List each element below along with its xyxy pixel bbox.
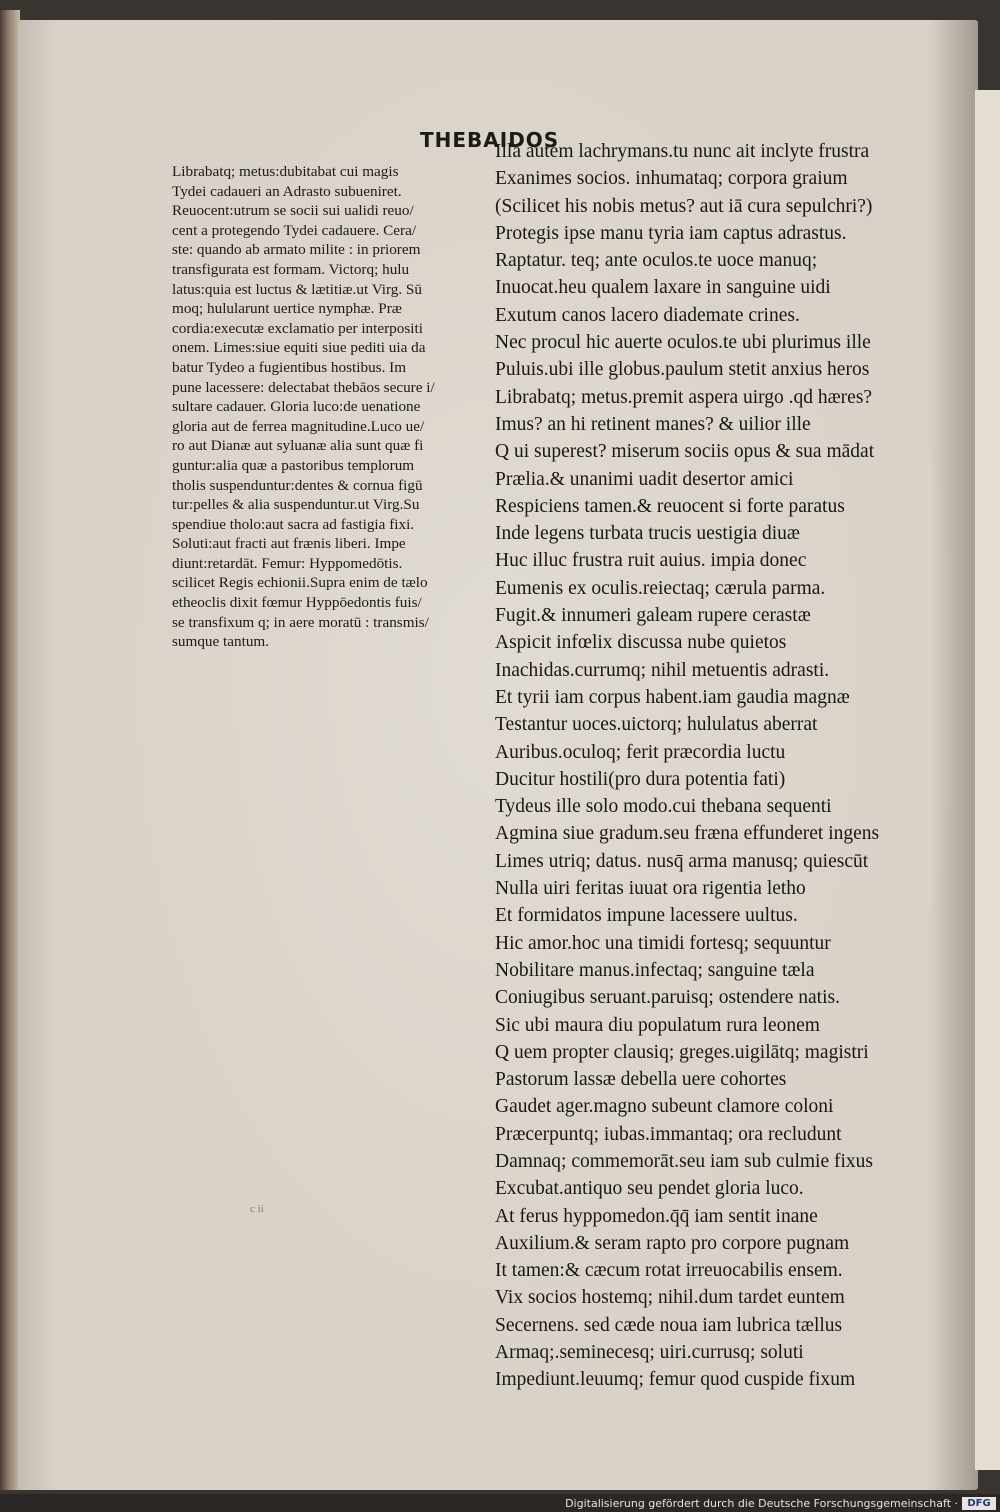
poem-line: Armaq;.seminecesq; uiri.currusq; soluti — [495, 1342, 804, 1364]
commentary-line: Soluti:aut fracti aut frænis liberi. Impe — [172, 535, 406, 553]
book-edge — [0, 10, 20, 1490]
poem-line: Damnaq; commemorāt.seu iam sub culmie fixus — [495, 1150, 873, 1172]
poem-line: Exutum canos lacero diademate crines. — [495, 304, 800, 326]
poem-line: Nec procul hic auerte oculos.te ubi plurimus ille — [495, 332, 871, 354]
commentary-line: latus:quia est luctus & lætitiæ.ut Virg. Sū — [172, 280, 422, 298]
poem-line: Inachidas.currumq; nihil metuentis adrasti. — [495, 659, 830, 681]
commentary-line: sumque tantum. — [172, 633, 270, 651]
commentary-line: etheoclis dixit fœmur Hyppōedontis fuis/ — [172, 594, 422, 612]
commentary-line: guntur:alia quæ a pastoribus templorum — [172, 456, 415, 474]
poem-line: Auribus.oculoq; ferit præcordia luctu — [495, 741, 786, 763]
poem-line: Pastorum lassæ debella uere cohortes — [495, 1069, 787, 1091]
poem-line: Impediunt.leuumq; femur quod cuspide fixum — [495, 1369, 856, 1391]
poem-line: Nobilitare manus.infectaq; sanguine tæla — [495, 959, 815, 981]
poem-line: Ducitur hostili(pro dura potentia fati) — [495, 768, 786, 790]
poem-line: Exanimes socios. inhumataq; corpora graium — [495, 168, 848, 190]
poem-line: Vix socios hostemq; nihil.dum tardet euntem — [495, 1287, 845, 1309]
poem-line: Q uem propter clausiq; greges.uigilātq; magistri — [495, 1041, 869, 1063]
poem-line: Testantur uoces.uictorq; hululatus aberrat — [495, 714, 818, 736]
commentary-line: moq; hulularunt uertice nymphæ. Præ — [172, 300, 402, 318]
commentary-line: cent a protegendo Tydei cadauere. Cera/ — [172, 221, 417, 239]
poem-line: Respiciens tamen.& reuocent si forte paratus — [495, 495, 845, 517]
poem-line: Tydeus ille solo modo.cui thebana sequenti — [495, 796, 832, 818]
poem-line: Fugit.& innumeri galeam rupere cerastæ — [495, 605, 811, 627]
commentary-line: Librabatq; metus:dubitabat cui magis — [172, 163, 399, 180]
commentary-line: onem. Limes:siue equiti siue pediti uia da — [172, 339, 426, 357]
commentary-line: gloria aut de ferrea magnitudine.Luco ue/ — [172, 417, 425, 435]
poem-line: Secernens. sed cæde noua iam lubrica tællus — [495, 1314, 843, 1336]
commentary-line: diunt:retardāt. Femur: Hyppomedōtis. — [172, 554, 403, 572]
poem-line: Puluis.ubi ille globus.paulum stetit anxius heros — [495, 359, 870, 381]
commentary-line: tur:pelles & alia suspenduntur.ut Virg.Su — [172, 496, 420, 514]
poem-line: Huc illuc frustra ruit auius. impia donec — [495, 550, 807, 572]
poem-line: Excubat.antiquo seu pendet gloria luco. — [495, 1178, 804, 1200]
poem-line: Agmina siue gradum.seu fræna effunderet ingens — [495, 823, 880, 845]
commentary-line: scilicet Regis echionii.Supra enim de tælo — [172, 574, 428, 592]
commentary-line: sultare cadauer. Gloria luco:de uenatione — [172, 398, 421, 416]
commentary-line: transfigurata est formam. Victorq; hulu — [172, 260, 410, 278]
poem-line: It tamen:& cæcum rotat irreuocabilis ensem. — [495, 1260, 843, 1282]
poem-line: (Scilicet his nobis metus? aut iā cura sepulchri?) — [495, 195, 873, 217]
poem-line: Nulla uiri feritas iuuat ora rigentia letho — [495, 878, 806, 900]
commentary-line: cordia:executæ exclamatio per interpositi — [172, 319, 423, 337]
poem-line: Librabatq; metus.premit aspera uirgo .qd hæres? — [495, 386, 873, 408]
poem-line: Illa autem lachrymans.tu nunc ait inclyte frustra — [495, 141, 870, 162]
poem-line: Inuocat.heu qualem laxare in sanguine uidi — [495, 277, 831, 299]
poem-line: Imus? an hi retinent manes? & uilior ille — [495, 413, 811, 435]
poem-line: Et tyrii iam corpus habent.iam gaudia magnæ — [495, 686, 850, 708]
poem-column — [495, 138, 945, 1394]
commentary-line: ste: quando ab armato milite : in priorem — [172, 241, 421, 259]
poem-line: Aspicit infœlix discussa nube quietos — [495, 632, 787, 654]
poem-line: Raptatur. teq; ante oculos.te uoce manuq; — [495, 250, 818, 272]
digitization-credit: Digitalisierung gefördert durch die Deutsche Forschungsgemeinschaft · — [565, 1497, 958, 1510]
commentary-line: spendiue tholo:aut sacra ad fastigia fixi. — [172, 515, 415, 533]
poem-line: Præcerpuntq; iubas.immantaq; ora recludunt — [495, 1123, 842, 1145]
poem-line: At ferus hyppomedon.q̄q̄ iam sentit inane — [495, 1205, 818, 1227]
commentary-column — [172, 162, 490, 652]
commentary-line: Tydei cadaueri an Adrasto subueniret. — [172, 182, 402, 200]
running-header: THEBAIDOS — [420, 128, 560, 152]
commentary-line: ro aut Dianæ aut syluanæ alia sunt quæ fi — [172, 437, 424, 455]
poem-line: Sic ubi maura diu populatum rura leonem — [495, 1014, 820, 1036]
poem-line: Auxilium.& seram rapto pro corpore pugnam — [495, 1232, 850, 1254]
poem-line: Limes utriq; datus. nusq̄ arma manusq; quiescūt — [495, 850, 869, 872]
commentary-line: tholis suspenduntur:dentes & cornua figū — [172, 476, 423, 494]
facing-page-edge — [975, 90, 1000, 1470]
dfg-logo: DFG — [962, 1497, 996, 1510]
poem-line: Coniugibus seruant.paruisq; ostendere natis. — [495, 987, 840, 1009]
poem-line: Q ui superest? miserum sociis opus & sua mādat — [495, 441, 875, 463]
commentary-line: pune lacessere: delectabat thebāos secure i/ — [172, 378, 435, 396]
commentary-line: batur Tydeo a fugientibus hostibus. Im — [172, 358, 407, 376]
poem-line: Et formidatos impune lacessere uultus. — [495, 905, 798, 927]
poem-line: Prælia.& unanimi uadit desertor amici — [495, 468, 794, 490]
signature-mark: c ii — [250, 1203, 264, 1215]
poem-line: Protegis ipse manu tyria iam captus adrastus. — [495, 222, 847, 244]
commentary-line: se transfixum q; in aere moratū : transmis/ — [172, 613, 429, 631]
poem-line: Eumenis ex oculis.reiectaq; cærula parma. — [495, 577, 826, 599]
commentary-line: Reuocent:utrum se socii sui ualidi reuo/ — [172, 202, 414, 220]
poem-line: Hic amor.hoc una timidi fortesq; sequuntur — [495, 932, 831, 954]
poem-line: Inde legens turbata trucis uestigia diuæ — [495, 523, 800, 545]
poem-line: Gaudet ager.magno subeunt clamore coloni — [495, 1096, 834, 1118]
